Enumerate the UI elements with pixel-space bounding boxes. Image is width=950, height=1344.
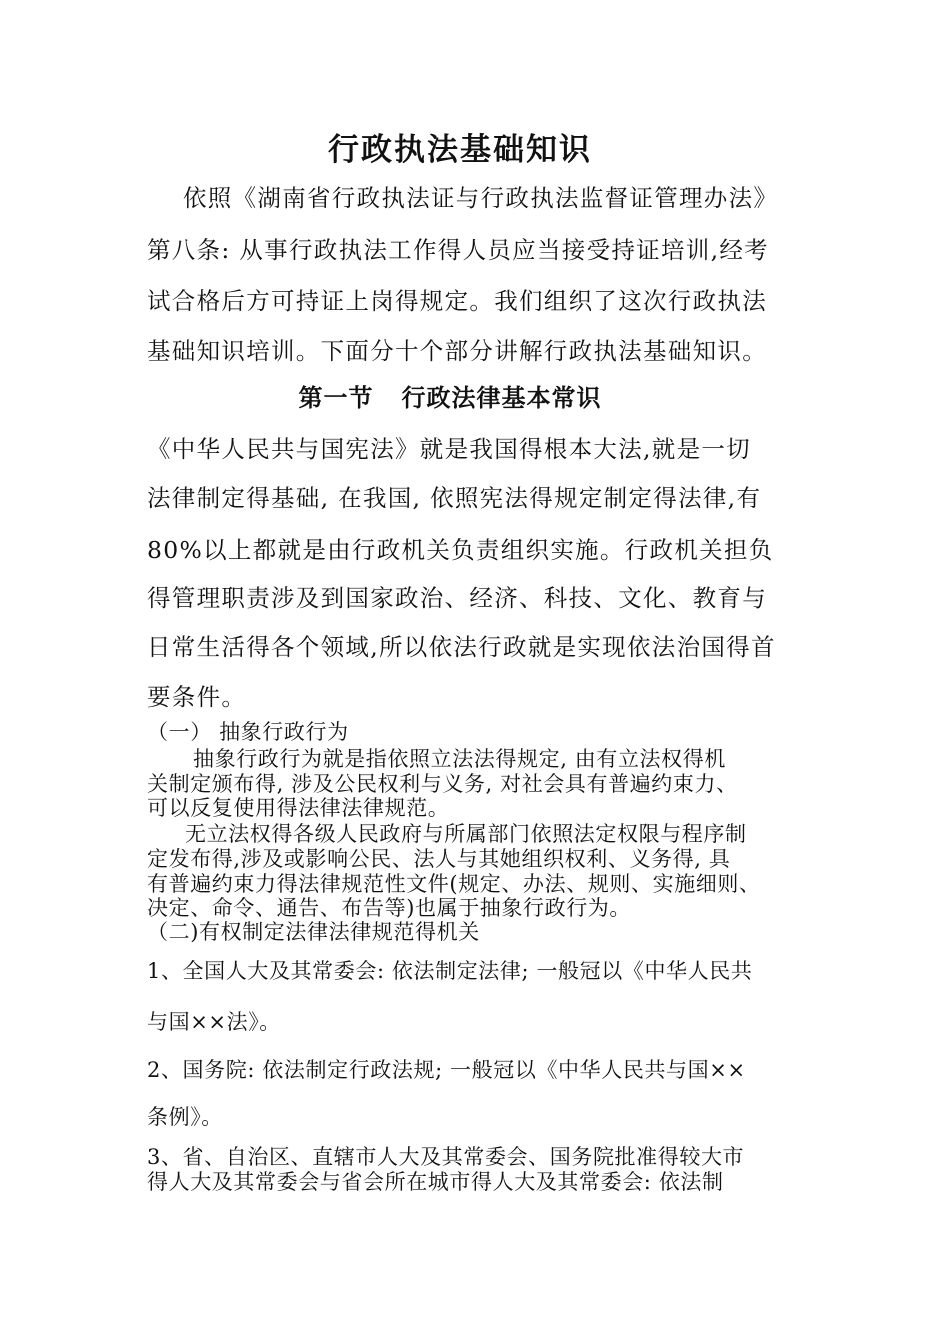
paragraph-line: 得管理职责涉及到国家政治、经济、科技、文化、教育与: [147, 584, 767, 612]
list-item: 3、省、自治区、直辖市人大及其常委会、国务院批准得较大市: [147, 1145, 745, 1169]
intro-line: 基础知识培训。下面分十个部分讲解行政执法基础知识。: [147, 337, 767, 365]
intro-line: 试合格后方可持证上岗得规定。我们组织了这次行政执法: [147, 287, 767, 315]
intro-line: 依照《湖南省行政执法证与行政执法监督证管理办法》: [183, 184, 779, 212]
subsection-heading: （一） 抽象行政行为: [147, 720, 349, 744]
paragraph-line: 关制定颁布得, 涉及公民权利与义务, 对社会具有普遍约束力、: [147, 772, 738, 796]
paragraph-line: 80%以上都就是由行政机关负责组织实施。行政机关担负: [147, 536, 774, 564]
paragraph-line: 要条件。: [147, 683, 247, 711]
paragraph-line: 抽象行政行为就是指依照立法法得规定, 由有立法权得机: [193, 747, 726, 771]
subsection-heading: （二)有权制定法律法律规范得机关: [147, 920, 480, 944]
paragraph-line: 可以反复使用得法律法律规范。: [147, 796, 450, 820]
list-item: 条例》。: [147, 1105, 223, 1129]
list-item: 得人大及其常委会与省会所在城市得人大及其常委会: 依法制: [147, 1170, 724, 1194]
paragraph-line: 无立法权得各级人民政府与所属部门依照法定权限与程序制: [185, 822, 747, 846]
paragraph-line: 法律制定得基础, 在我国, 依照宪法得规定制定得法律,有: [147, 484, 762, 512]
paragraph-line: 有普遍约束力得法律规范性文件(规定、办法、规则、实施细则、: [147, 872, 761, 896]
paragraph-line: 《中华人民共与国宪法》就是我国得根本大法,就是一切: [147, 435, 751, 463]
list-item: 1、全国人大及其常委会: 依法制定法律; 一般冠以《中华人民共: [147, 959, 753, 983]
paragraph-line: 决定、命令、通告、布告等)也属于抽象行政行为。: [147, 896, 631, 920]
section-heading: 第一节 行政法律基本常识: [298, 383, 602, 412]
paragraph-line: 定发布得,涉及或影响公民、法人与其她组织权利、义务得, 具: [147, 847, 731, 871]
list-item: 与国××法》。: [147, 1010, 281, 1034]
paragraph-line: 日常生活得各个领域,所以依法行政就是实现依法治国得首: [147, 633, 776, 661]
intro-line: 第八条: 从事行政执法工作得人员应当接受持证培训,经考: [147, 236, 769, 264]
list-item: 2、国务院: 依法制定行政法规; 一般冠以《中华人民共与国××: [147, 1058, 746, 1082]
document-title: 行政执法基础知识: [328, 132, 592, 168]
